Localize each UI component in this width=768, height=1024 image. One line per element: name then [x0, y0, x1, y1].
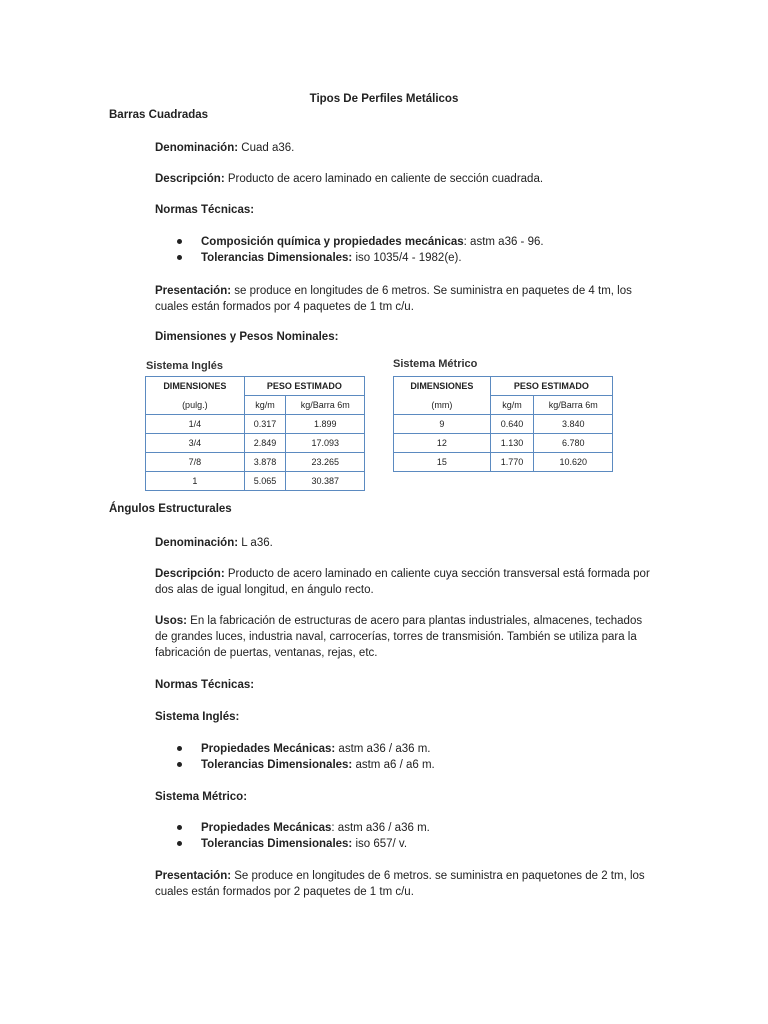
- list-item: [155, 250, 544, 266]
- usos-value: En la fabricación de estructuras de acero para plantas industriales, almacenes, techados de grandes luces, industria naval, carrocerías, torres de transmisión. También se utiliza para la fabricación de puertas, ventanas, rejas, etc.: [155, 615, 643, 659]
- dimensiones-heading-text: Dimensiones y Pesos Nominales:: [155, 331, 339, 343]
- table-cell: 10.620: [534, 453, 613, 472]
- normas-heading-text: Normas Técnicas:: [155, 204, 255, 216]
- barras-descripcion: [155, 171, 543, 187]
- table-row: [146, 472, 365, 491]
- list-item: [155, 741, 435, 757]
- list-item: [155, 820, 430, 836]
- subheader-unit: (mm): [394, 396, 491, 415]
- item-label: Propiedades Mecánicas:: [201, 743, 336, 755]
- table-cell: 2.849: [244, 434, 286, 453]
- bullet-icon: [177, 746, 182, 751]
- presentacion-value: se produce en longitudes de 6 metros. Se suministra en paquetes de 4 tm, los cuales están formados por 4 paquetes de 1 tm c/u.: [155, 285, 632, 313]
- descripcion-value: Producto de acero laminado en caliente de sección cuadrada.: [224, 173, 544, 185]
- barras-denominacion: [155, 140, 294, 156]
- item-label: Tolerancias Dimensionales:: [201, 252, 353, 264]
- angulos-normas-heading: [155, 677, 254, 693]
- table-metrico: [393, 376, 613, 472]
- list-item: [155, 836, 430, 852]
- section-heading-barras: Barras Cuadradas: [109, 109, 209, 121]
- descripcion-value: Producto de acero laminado en caliente cuya sección transversal está formada por dos alas de igual longitud, en ángulo recto.: [155, 568, 650, 596]
- header-peso: PESO ESTIMADO: [244, 377, 364, 396]
- angulos-denominacion: [155, 535, 273, 551]
- item-label: Tolerancias Dimensionales:: [201, 838, 353, 850]
- bullet-icon: [177, 841, 182, 846]
- table-subheader-row: [146, 396, 365, 415]
- item-value: astm a36 / a36 m.: [335, 743, 431, 755]
- table-row: [394, 453, 613, 472]
- header-dimensiones: DIMENSIONES: [394, 377, 491, 396]
- section-heading-angulos: Ángulos Estructurales: [109, 503, 232, 515]
- table-cell: 1/4: [146, 415, 245, 434]
- table-cell: 1.899: [286, 415, 365, 434]
- table-cell: 1.130: [490, 434, 534, 453]
- metrico-heading-text: Sistema Métrico:: [155, 791, 248, 803]
- table-cell: 6.780: [534, 434, 613, 453]
- table-cell: 15: [394, 453, 491, 472]
- item-value: : astm a36 - 96.: [463, 236, 544, 248]
- angulos-ingles-list: [155, 741, 435, 773]
- table-ingles: [145, 376, 365, 491]
- table-cell: 30.387: [286, 472, 365, 491]
- barras-normas-heading: [155, 202, 254, 218]
- barras-normas-list: [155, 234, 544, 266]
- barras-presentacion: [155, 283, 655, 315]
- table-cell: 0.640: [490, 415, 534, 434]
- subheader-kgm: kg/m: [490, 396, 534, 415]
- table-cell: 12: [394, 434, 491, 453]
- list-item: [155, 234, 544, 250]
- angulos-usos: [155, 613, 655, 661]
- item-value: iso 657/ v.: [352, 838, 408, 850]
- table-cell: 23.265: [286, 453, 365, 472]
- item-value: iso 1035/4 - 1982(e).: [352, 252, 462, 264]
- table-cell: 0.317: [244, 415, 286, 434]
- table-cell: 5.065: [244, 472, 286, 491]
- table-row: [146, 434, 365, 453]
- table-subheader-row: [394, 396, 613, 415]
- angulos-ingles-heading: [155, 709, 239, 725]
- descripcion-label: Descripción:: [155, 173, 225, 185]
- page-title: Tipos De Perfiles Metálicos: [309, 93, 459, 105]
- denominacion-value: L a36.: [238, 537, 273, 549]
- subheader-kgbarra: kg/Barra 6m: [286, 396, 365, 415]
- angulos-presentacion: [155, 868, 660, 900]
- item-label: Composición química y propiedades mecánicas: [201, 236, 464, 248]
- presentacion-label: Presentación:: [155, 285, 232, 297]
- bullet-icon: [177, 255, 182, 260]
- denominacion-value: Cuad a36.: [238, 142, 295, 154]
- denominacion-label: Denominación:: [155, 537, 239, 549]
- table-cell: 17.093: [286, 434, 365, 453]
- table-cell: 3.878: [244, 453, 286, 472]
- table-cell: 9: [394, 415, 491, 434]
- table-header-row: [146, 377, 365, 396]
- table-cell: 1: [146, 472, 245, 491]
- table-caption-ingles: Sistema Inglés: [146, 360, 224, 372]
- usos-label: Usos:: [155, 615, 187, 627]
- presentacion-label: Presentación:: [155, 870, 232, 882]
- table-row: [394, 434, 613, 453]
- subheader-unit: (pulg.): [146, 396, 245, 415]
- item-label: Propiedades Mecánicas: [201, 822, 332, 834]
- barras-dimensiones-heading: [155, 329, 338, 345]
- presentacion-value: Se produce en longitudes de 6 metros. se suministra en paquetones de 2 tm, los cuales están formados por 2 paquetes de 1 tm c/u.: [155, 870, 645, 898]
- table-cell: 1.770: [490, 453, 534, 472]
- table-cell: 7/8: [146, 453, 245, 472]
- angulos-metrico-heading: [155, 789, 247, 805]
- angulos-descripcion: [155, 566, 660, 598]
- bullet-icon: [177, 825, 182, 830]
- denominacion-label: Denominación:: [155, 142, 239, 154]
- bullet-icon: [177, 762, 182, 767]
- normas-heading-text: Normas Técnicas:: [155, 679, 255, 691]
- table-caption-metrico: Sistema Métrico: [393, 358, 478, 370]
- ingles-heading-text: Sistema Inglés:: [155, 711, 240, 723]
- item-label: Tolerancias Dimensionales:: [201, 759, 353, 771]
- subheader-kgm: kg/m: [244, 396, 286, 415]
- table-cell: 3.840: [534, 415, 613, 434]
- item-value: astm a6 / a6 m.: [352, 759, 435, 771]
- item-value: : astm a36 / a36 m.: [331, 822, 430, 834]
- header-peso: PESO ESTIMADO: [490, 377, 612, 396]
- table-header-row: [394, 377, 613, 396]
- angulos-metrico-list: [155, 820, 430, 852]
- header-dimensiones: DIMENSIONES: [146, 377, 245, 396]
- bullet-icon: [177, 239, 182, 244]
- subheader-kgbarra: kg/Barra 6m: [534, 396, 613, 415]
- table-row: [146, 415, 365, 434]
- list-item: [155, 757, 435, 773]
- table-row: [394, 415, 613, 434]
- table-row: [146, 453, 365, 472]
- table-cell: 3/4: [146, 434, 245, 453]
- descripcion-label: Descripción:: [155, 568, 225, 580]
